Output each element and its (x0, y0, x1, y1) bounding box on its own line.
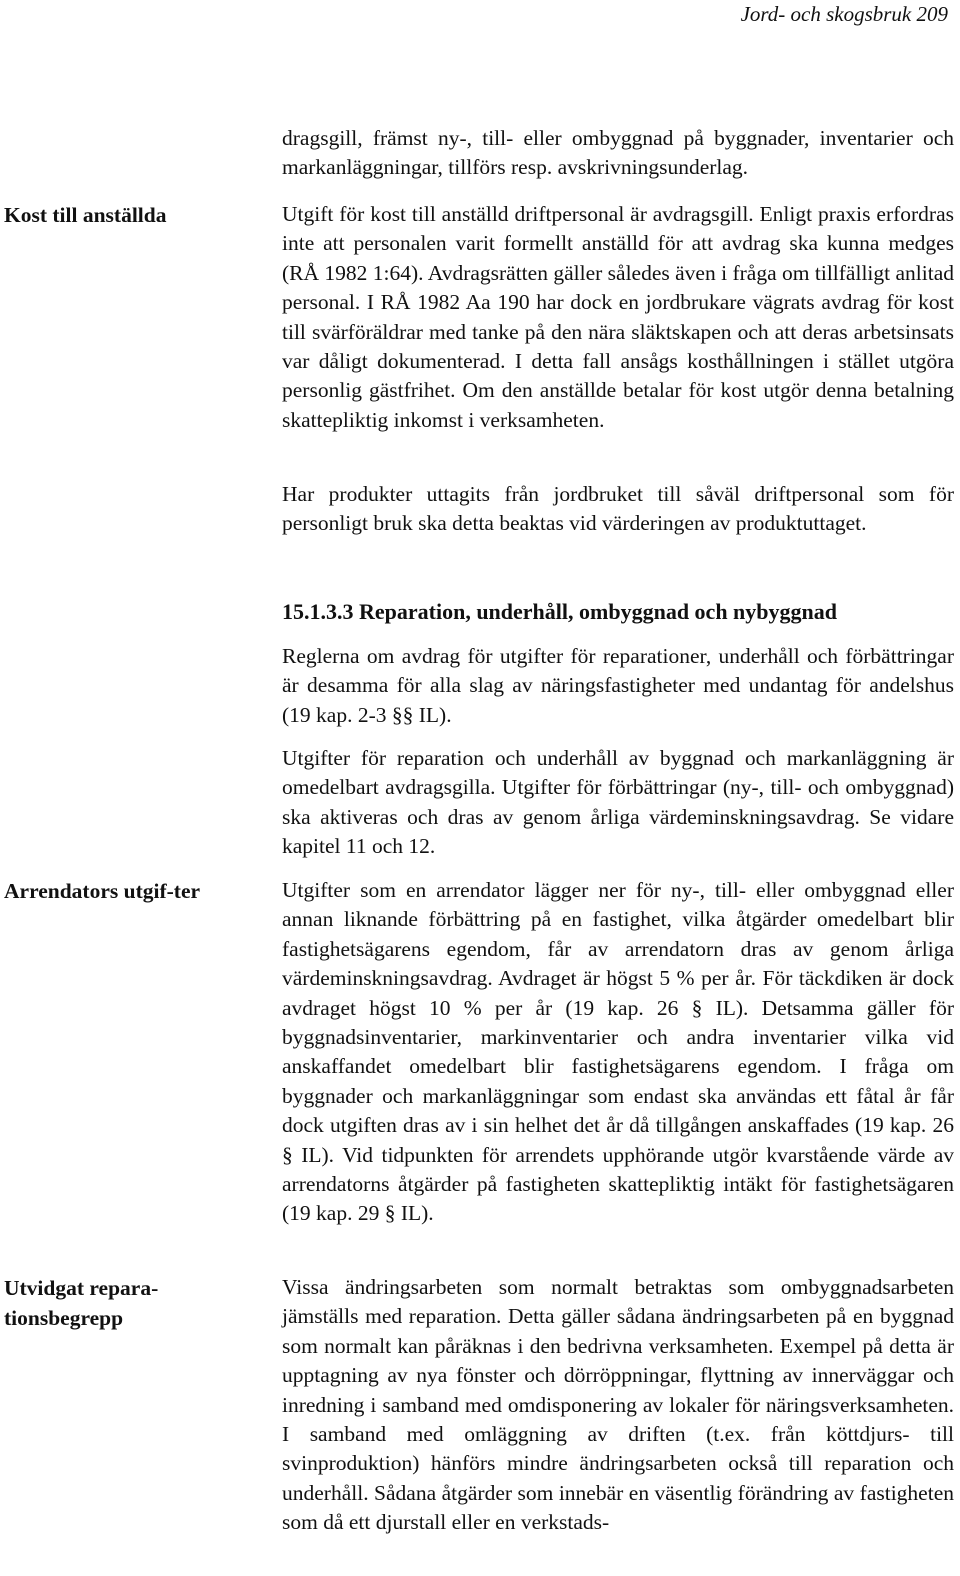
section-heading: 15.1.3.3 Reparation, underhåll, ombyggnad och nybyggnad (282, 599, 837, 624)
page-number: 209 (916, 2, 948, 26)
paragraph-continuation: dragsgill, främst ny-, till- eller ombyggnad på byggnader, inventarier och markanläggningar, tillförs resp. avskrivningsunderlag. (282, 126, 954, 180)
paragraph-kost: Utgift för kost till anställd driftpersonal är avdragsgill. Enligt praxis erfordras inte att personalen varit formellt anställd för att avdrag ska kunna medges (RÅ 1982 1:64). Avdragsrätten gäller således även i fråga om tillfälligt anlitad personal. I RÅ 1982 Aa 190 har dock en jordbrukare vägrats avdrag för kost till svärföräldrar med tanke på den nära släktskapen och att deras arbetsinsats var dåligt dokumenterad. I detta fall ansågs kosthållningen i stället utgöra personlig gästfrihet. Om den anställde betalar för kost utgör denna betalning skattepliktig inkomst i verksamheten. (282, 202, 954, 432)
margin-note-kost: Kost till anställda (4, 203, 167, 227)
paragraph-avdragsregler: Reglerna om avdrag för utgifter för reparationer, underhåll och förbättringar är desamma för alla slag av näringsfastigheter med undantag för andelshus (19 kap. 2-3 §§ IL). (282, 644, 954, 727)
paragraph-arrendator: Utgifter som en arrendator lägger ner för ny-, till- eller ombyggnad eller annan liknande förbättring på en fastighet, vilka åtgärder omedelbart blir fastighetsägarens egendom, får av arrendatorn dras av genom årliga värdeminskningsavdrag. Avdraget är högst 5 % per år. För täckdiken är dock avdraget högst 10 % per år (19 kap. 26 § IL). Detsamma gäller för byggnadsinventarier, markinventarier och andra inventarier vilka vid anskaffandet omedelbart blir fastighetsägarens egendom. I fråga om byggnader och markanläggningar som endast ska användas ett fåtal år får dock utgiften dras av i sin helhet det år då tillgången anskaffades (19 kap. 26 § IL). Vid tidpunkten för arrendets upphörande utgör kvarstående värde av arrendatorns åtgärder på fastigheten skattepliktig intäkt för fastighetsägaren (19 kap. 29 § IL). (282, 878, 954, 1226)
paragraph-produktuttag: Har produkter uttagits från jordbruket till såväl driftpersonal som för personligt bruk ska detta beaktas vid värderingen av produktuttaget. (282, 482, 954, 536)
margin-note-reparationsbegrepp: Utvidgat repara-tionsbegrepp (4, 1276, 159, 1330)
margin-note-arrendator: Arrendators utgif-ter (4, 879, 201, 903)
paragraph-reparation-underhall: Utgifter för reparation och underhåll av byggnad och markanläggning är omedelbart avdragsgilla. Utgifter för förbättringar (ny-, till- och ombyggnad) ska aktiveras och dras av genom årliga värdeminskningsavdrag. Se vidare kapitel 11 och 12. (282, 746, 954, 859)
paragraph-reparationsbegrepp: Vissa ändringsarbeten som normalt betraktas som ombyggnadsarbeten jämställs med reparation. Detta gäller sådana ändringsarbeten på en byggnad som normalt kan påräknas i den bedrivna verksamheten. Exempel på detta är upptagning av nya fönster och dörröppningar, flyttning av innerväggar och inredning i samband med omdisponering av lokaler för näringsverksamheten. I samband med omläggning av driften (t.ex. från köttdjurs- till svinproduktion) hänförs mindre ändringsarbeten också till reparation och underhåll. Sådana åtgärder som innebär en väsentlig förändring av fastigheten som då ett djurstall eller en verkstads- (282, 1275, 954, 1535)
running-title: Jord- och skogsbruk (740, 2, 912, 26)
running-header (741, 2, 948, 27)
